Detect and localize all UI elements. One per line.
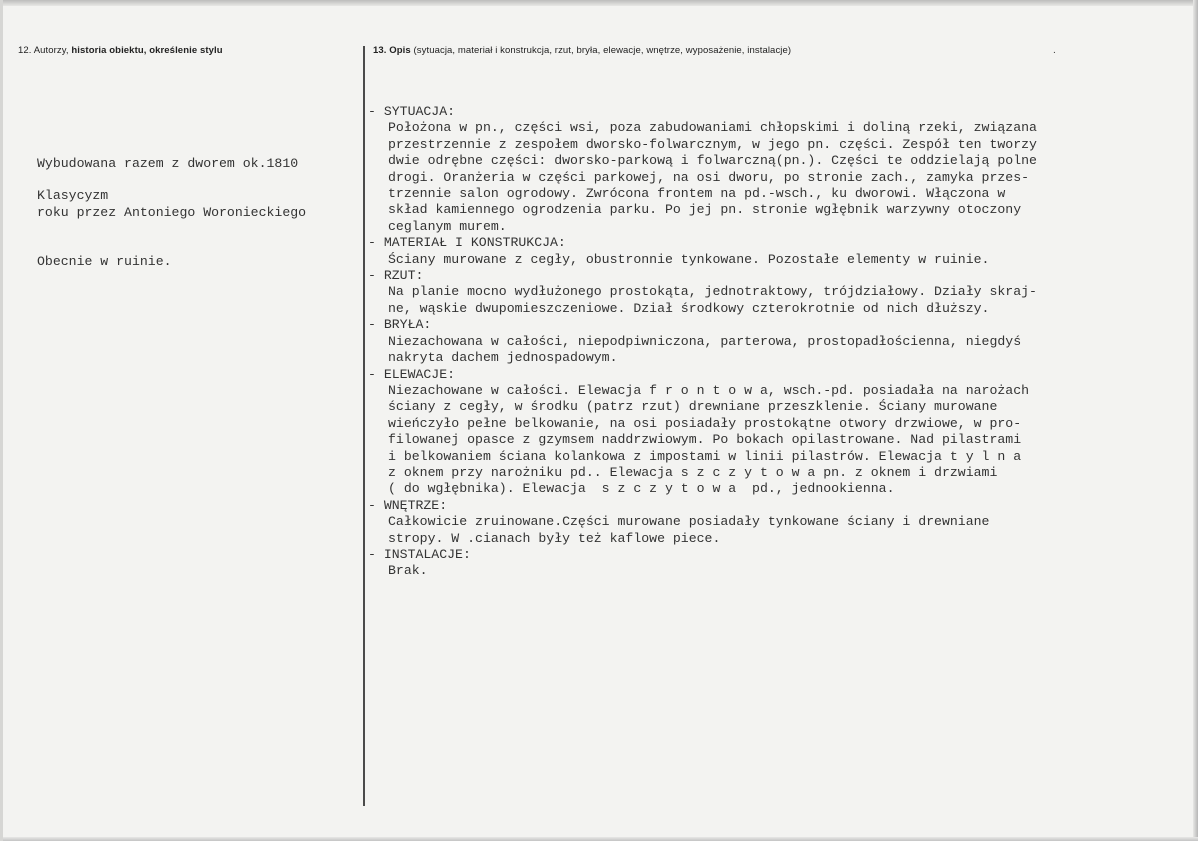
history-text bbox=[37, 123, 306, 303]
section-line: Całkowicie zruinowane.Części murowane posiadały tynkowane ściany i drewniane bbox=[388, 514, 990, 530]
section-line: filowanej opasce z gzymsem naddrzwiowym. Po bokach opilastrowane. Nad pilastrami bbox=[388, 432, 1022, 448]
section-line: ( do wgłębnika). Elewacja s z c z y t o w a pd., jednookienna. bbox=[388, 481, 895, 497]
card-edge-left bbox=[0, 0, 3, 841]
field-13-header-label: (sytuacja, materiał i konstrukcja, rzut, bryła, elewacje, wnętrze, wyposażenie, instalacje) bbox=[413, 45, 792, 56]
section-line: z oknem przy narożniku pd.. Elewacja s z c z y t o w a pn. z oknem i drzwiami bbox=[388, 464, 998, 480]
stray-mark: . bbox=[1053, 45, 1056, 56]
section-heading: - RZUT: bbox=[368, 268, 424, 284]
section-heading: - SYTUACJA: bbox=[368, 104, 456, 119]
description-section bbox=[368, 547, 1188, 580]
card-edge-right bbox=[1193, 0, 1198, 841]
field-13-header bbox=[373, 45, 791, 56]
section-line: trzennie salon ogrodowy. Zwrócona frontem na pd.-wsch., ku dworowi. Włączona w bbox=[388, 186, 1006, 202]
field-13-header-prefix: 13. Opis bbox=[373, 45, 414, 56]
section-line: Niezachowane w całości. Elewacja f r o n t o w a, wsch.-pd. posiadała na narożach bbox=[388, 382, 1030, 398]
section-line: skład kamiennego ogrodzenia parku. Po jej pn. stronie wgłębnik warzywny otoczony bbox=[388, 202, 1022, 218]
section-line: ne, wąskie dwupomieszczeniowe. Dział środkowy czterokrotnie od nich dłuższy. bbox=[388, 300, 990, 316]
section-line: przestrzennie z zespołem dworsko-folwarcznym, w jego pn. części. Zespół ten tworzy bbox=[388, 136, 1037, 152]
section-line: ściany z cegły, w środku (patrz rzut) drewniane przeszklenie. Ściany murowane bbox=[388, 399, 998, 415]
field-12-header bbox=[18, 45, 223, 56]
section-line: Niezachowana w całości, niepodpiwniczona, parterowa, prostopadłościenna, niegdyś bbox=[388, 333, 1022, 349]
history-line: Wybudowana razem z dworem ok.1810 bbox=[37, 155, 299, 171]
section-line: Na planie mocno wydłużonego prostokąta, jednotraktowy, trójdziałowy. Działy skraj- bbox=[388, 284, 1037, 300]
section-heading: - MATERIAŁ I KONSTRUKCJA: bbox=[368, 235, 566, 251]
column-divider bbox=[363, 46, 365, 806]
card-edge-top bbox=[0, 0, 1198, 6]
field-12-header-prefix: 12. Autorzy, bbox=[18, 45, 72, 56]
description-section bbox=[368, 367, 1188, 498]
history-line: roku przez Antoniego Woronieckiego bbox=[37, 205, 307, 221]
section-line: i belkowaniem ściana kolankowa z impostami w linii pilastrów. Elewacja t y l n a bbox=[388, 448, 1022, 464]
field-12-header-label: historia obiektu, określenie stylu bbox=[71, 45, 223, 56]
style-text: Klasycyzm bbox=[37, 188, 109, 203]
card-edge-bottom bbox=[0, 837, 1198, 841]
description-section bbox=[368, 235, 1188, 268]
section-line: Brak. bbox=[388, 563, 428, 579]
description-section bbox=[368, 104, 1188, 235]
section-heading: - INSTALACJE: bbox=[368, 546, 471, 562]
section-line: wieńczyło pełne belkowanie, na osi posiadały prostokątne otwory drzwiowe, w pro- bbox=[388, 415, 1022, 431]
section-line: Położona w pn., części wsi, poza zabudowaniami chłopskimi i doliną rzeki, związana bbox=[388, 120, 1037, 136]
description-text bbox=[368, 104, 1188, 580]
section-line: Ściany murowane z cegły, obustronnie tynkowane. Pozostałe elementy w ruinie. bbox=[388, 251, 990, 267]
description-section bbox=[368, 498, 1188, 547]
section-heading: - ELEWACJE: bbox=[368, 366, 456, 382]
section-line: stropy. W .cianach były też kaflowe piece. bbox=[388, 530, 721, 546]
section-heading: - WNĘTRZE: bbox=[368, 497, 448, 513]
description-section bbox=[368, 268, 1188, 317]
section-line: drogi. Oranżeria w części parkowej, na osi dworu, po stronie zach., zamyka przes- bbox=[388, 169, 1030, 185]
section-heading: - BRYŁA: bbox=[368, 317, 432, 333]
history-line: Obecnie w ruinie. bbox=[37, 254, 172, 270]
section-line: dwie odrębne części: dworsko-parkową i folwarczną(pn.). Części te oddzielają polne bbox=[388, 153, 1037, 169]
description-section bbox=[368, 317, 1188, 366]
section-line: ceglanym murem. bbox=[388, 218, 507, 234]
section-line: nakryta dachem jednospadowym. bbox=[388, 350, 618, 366]
